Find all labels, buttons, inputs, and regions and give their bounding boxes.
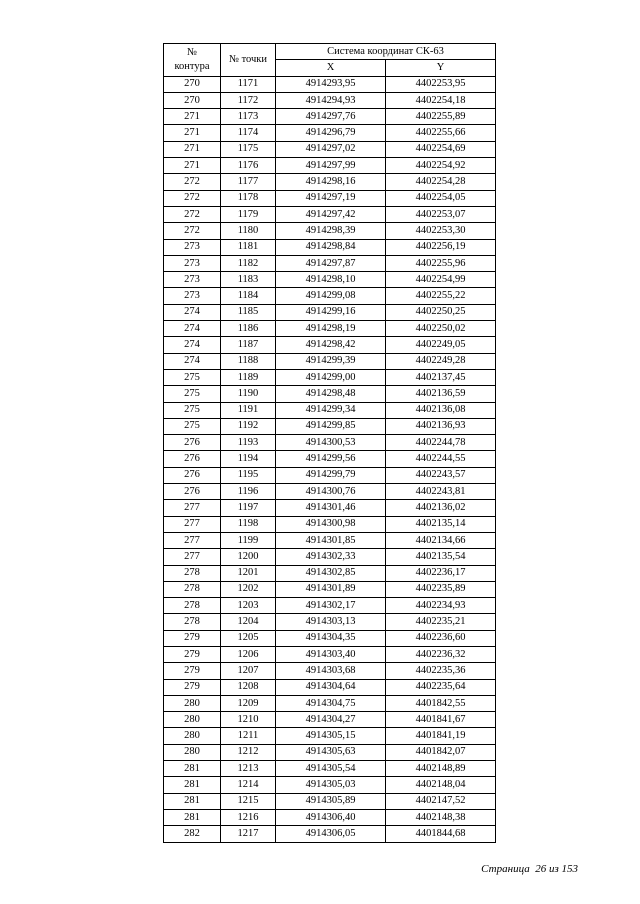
- x-coord-cell: 4914299,79: [276, 467, 386, 483]
- x-coord-cell: 4914298,19: [276, 321, 386, 337]
- contour-cell: 276: [164, 467, 221, 483]
- point-cell: 1200: [221, 549, 276, 565]
- y-coord-cell: 4402255,96: [386, 255, 496, 271]
- x-coord-cell: 4914304,35: [276, 630, 386, 646]
- point-cell: 1214: [221, 777, 276, 793]
- contour-cell: 277: [164, 532, 221, 548]
- y-coord-cell: 4402147,52: [386, 793, 496, 809]
- y-coord-cell: 4402250,02: [386, 321, 496, 337]
- table-row: [164, 369, 496, 385]
- table-row: [164, 728, 496, 744]
- y-coord-cell: 4402236,60: [386, 630, 496, 646]
- table-row: [164, 484, 496, 500]
- table-row: [164, 598, 496, 614]
- table-row: [164, 141, 496, 157]
- contour-cell: 274: [164, 353, 221, 369]
- x-coord-cell: 4914296,79: [276, 125, 386, 141]
- table-row: [164, 418, 496, 434]
- contour-cell: 274: [164, 304, 221, 320]
- x-coord-cell: 4914303,40: [276, 646, 386, 662]
- contour-cell: 273: [164, 239, 221, 255]
- x-coord-cell: 4914299,16: [276, 304, 386, 320]
- x-coord-cell: 4914299,34: [276, 402, 386, 418]
- y-coord-cell: 4402250,25: [386, 304, 496, 320]
- x-coord-cell: 4914305,15: [276, 728, 386, 744]
- x-coord-cell: 4914303,68: [276, 663, 386, 679]
- x-coord-cell: 4914304,75: [276, 695, 386, 711]
- point-cell: 1215: [221, 793, 276, 809]
- point-cell: 1206: [221, 646, 276, 662]
- x-coord-cell: 4914303,13: [276, 614, 386, 630]
- y-coord-cell: 4402256,19: [386, 239, 496, 255]
- y-coord-cell: 4402254,18: [386, 92, 496, 108]
- contour-cell: 273: [164, 288, 221, 304]
- point-cell: 1207: [221, 663, 276, 679]
- y-coord-cell: 4402254,28: [386, 174, 496, 190]
- y-coord-cell: 4402243,81: [386, 484, 496, 500]
- contour-cell: 276: [164, 484, 221, 500]
- point-cell: 1179: [221, 206, 276, 222]
- y-coord-cell: 4402255,66: [386, 125, 496, 141]
- y-coord-cell: 4402135,14: [386, 516, 496, 532]
- table-row: [164, 646, 496, 662]
- point-cell: 1203: [221, 598, 276, 614]
- table-row: [164, 288, 496, 304]
- contour-cell: 278: [164, 614, 221, 630]
- y-coord-cell: 4402249,05: [386, 337, 496, 353]
- y-coord-cell: 4402244,78: [386, 435, 496, 451]
- table-row: [164, 777, 496, 793]
- contour-cell: 279: [164, 679, 221, 695]
- table-row: [164, 826, 496, 842]
- y-coord-cell: 4402234,93: [386, 598, 496, 614]
- y-coord-cell: 4401842,07: [386, 744, 496, 760]
- contour-cell: 273: [164, 272, 221, 288]
- point-cell: 1211: [221, 728, 276, 744]
- x-coord-cell: 4914302,33: [276, 549, 386, 565]
- y-coord-cell: 4402236,32: [386, 646, 496, 662]
- point-cell: 1180: [221, 223, 276, 239]
- y-coord-cell: 4402254,99: [386, 272, 496, 288]
- point-cell: 1189: [221, 369, 276, 385]
- coordinate-system-header: Система координат СК-63: [276, 44, 496, 60]
- point-cell: 1176: [221, 158, 276, 174]
- x-coord-cell: 4914298,39: [276, 223, 386, 239]
- table-row: [164, 206, 496, 222]
- x-coord-cell: 4914305,03: [276, 777, 386, 793]
- point-cell: 1210: [221, 712, 276, 728]
- table-row: [164, 353, 496, 369]
- contour-cell: 281: [164, 777, 221, 793]
- y-coord-cell: 4402134,66: [386, 532, 496, 548]
- point-cell: 1196: [221, 484, 276, 500]
- page-word: Страница: [481, 863, 530, 875]
- y-coord-cell: 4402255,22: [386, 288, 496, 304]
- contour-cell: 271: [164, 158, 221, 174]
- x-coord-cell: 4914304,27: [276, 712, 386, 728]
- table-header: [164, 44, 496, 77]
- contour-cell: 276: [164, 451, 221, 467]
- table-row: [164, 532, 496, 548]
- x-coord-cell: 4914300,53: [276, 435, 386, 451]
- y-coord-cell: 4402254,92: [386, 158, 496, 174]
- point-cell: 1175: [221, 141, 276, 157]
- point-cell: 1190: [221, 386, 276, 402]
- point-cell: 1173: [221, 109, 276, 125]
- x-coord-cell: 4914299,08: [276, 288, 386, 304]
- contour-cell: 275: [164, 386, 221, 402]
- contour-header-line1: №: [186, 46, 198, 58]
- page-footer: [481, 863, 578, 875]
- x-coord-cell: 4914301,89: [276, 581, 386, 597]
- y-coord-cell: 4402255,89: [386, 109, 496, 125]
- point-cell: 1217: [221, 826, 276, 842]
- x-coord-cell: 4914298,84: [276, 239, 386, 255]
- point-cell: 1197: [221, 500, 276, 516]
- x-column-header: X: [276, 60, 386, 76]
- x-coord-cell: 4914297,42: [276, 206, 386, 222]
- contour-cell: 277: [164, 549, 221, 565]
- x-coord-cell: 4914300,98: [276, 516, 386, 532]
- y-coord-cell: 4402148,04: [386, 777, 496, 793]
- table-row: [164, 92, 496, 108]
- point-cell: 1216: [221, 809, 276, 825]
- point-cell: 1198: [221, 516, 276, 532]
- contour-cell: 280: [164, 712, 221, 728]
- contour-cell: 281: [164, 809, 221, 825]
- total-pages: 153: [561, 863, 578, 875]
- contour-cell: 275: [164, 402, 221, 418]
- x-coord-cell: 4914299,39: [276, 353, 386, 369]
- contour-cell: 281: [164, 761, 221, 777]
- table-row: [164, 630, 496, 646]
- contour-cell: 272: [164, 174, 221, 190]
- point-cell: 1201: [221, 565, 276, 581]
- point-cell: 1181: [221, 239, 276, 255]
- table-row: [164, 744, 496, 760]
- table-row: [164, 435, 496, 451]
- x-coord-cell: 4914301,46: [276, 500, 386, 516]
- contour-cell: 281: [164, 793, 221, 809]
- point-cell: 1204: [221, 614, 276, 630]
- table-row: [164, 337, 496, 353]
- x-coord-cell: 4914297,02: [276, 141, 386, 157]
- table-row: [164, 581, 496, 597]
- x-coord-cell: 4914306,05: [276, 826, 386, 842]
- point-cell: 1212: [221, 744, 276, 760]
- contour-cell: 272: [164, 190, 221, 206]
- point-cell: 1188: [221, 353, 276, 369]
- y-coord-cell: 4402253,30: [386, 223, 496, 239]
- x-coord-cell: 4914298,10: [276, 272, 386, 288]
- y-coord-cell: 4402254,05: [386, 190, 496, 206]
- table-row: [164, 500, 496, 516]
- point-cell: 1182: [221, 255, 276, 271]
- point-cell: 1172: [221, 92, 276, 108]
- table-row: [164, 109, 496, 125]
- contour-cell: 277: [164, 516, 221, 532]
- contour-cell: 279: [164, 646, 221, 662]
- table-row: [164, 451, 496, 467]
- contour-number-header: [164, 44, 221, 77]
- point-cell: 1191: [221, 402, 276, 418]
- contour-cell: 277: [164, 500, 221, 516]
- table-row: [164, 614, 496, 630]
- x-coord-cell: 4914302,85: [276, 565, 386, 581]
- y-coord-cell: 4402148,38: [386, 809, 496, 825]
- x-coord-cell: 4914297,99: [276, 158, 386, 174]
- page-number: 26: [535, 863, 547, 875]
- y-coord-cell: 4402136,08: [386, 402, 496, 418]
- table-row: [164, 663, 496, 679]
- x-coord-cell: 4914298,48: [276, 386, 386, 402]
- x-coord-cell: 4914302,17: [276, 598, 386, 614]
- contour-cell: 275: [164, 369, 221, 385]
- table-row: [164, 793, 496, 809]
- y-coord-cell: 4402235,21: [386, 614, 496, 630]
- contour-cell: 270: [164, 76, 221, 92]
- table-row: [164, 304, 496, 320]
- contour-cell: 275: [164, 418, 221, 434]
- table-row: [164, 549, 496, 565]
- table-row: [164, 272, 496, 288]
- contour-cell: 279: [164, 630, 221, 646]
- x-coord-cell: 4914304,64: [276, 679, 386, 695]
- table-row: [164, 255, 496, 271]
- table-body: [164, 76, 496, 842]
- contour-cell: 278: [164, 598, 221, 614]
- x-coord-cell: 4914297,76: [276, 109, 386, 125]
- y-coord-cell: 4402236,17: [386, 565, 496, 581]
- table-row: [164, 174, 496, 190]
- point-cell: 1178: [221, 190, 276, 206]
- contour-cell: 278: [164, 581, 221, 597]
- x-coord-cell: 4914298,16: [276, 174, 386, 190]
- table-row: [164, 679, 496, 695]
- y-coord-cell: 4402235,64: [386, 679, 496, 695]
- contour-cell: 279: [164, 663, 221, 679]
- x-coord-cell: 4914300,76: [276, 484, 386, 500]
- x-coord-cell: 4914305,63: [276, 744, 386, 760]
- y-coord-cell: 4402235,36: [386, 663, 496, 679]
- y-coord-cell: 4401841,67: [386, 712, 496, 728]
- of-word: из: [548, 863, 559, 875]
- table-row: [164, 809, 496, 825]
- y-coord-cell: 4401842,55: [386, 695, 496, 711]
- table-row: [164, 190, 496, 206]
- x-coord-cell: 4914306,40: [276, 809, 386, 825]
- y-coord-cell: 4401841,19: [386, 728, 496, 744]
- point-cell: 1177: [221, 174, 276, 190]
- x-coord-cell: 4914305,89: [276, 793, 386, 809]
- y-column-header: Y: [386, 60, 496, 76]
- table-row: [164, 565, 496, 581]
- x-coord-cell: 4914301,85: [276, 532, 386, 548]
- contour-cell: 276: [164, 435, 221, 451]
- y-coord-cell: 4402243,57: [386, 467, 496, 483]
- x-coord-cell: 4914299,85: [276, 418, 386, 434]
- x-coord-cell: 4914294,93: [276, 92, 386, 108]
- table-row: [164, 158, 496, 174]
- y-coord-cell: 4402136,93: [386, 418, 496, 434]
- y-coord-cell: 4402253,07: [386, 206, 496, 222]
- contour-cell: 270: [164, 92, 221, 108]
- table-row: [164, 321, 496, 337]
- x-coord-cell: 4914297,19: [276, 190, 386, 206]
- contour-cell: 272: [164, 206, 221, 222]
- point-number-header: № точки: [221, 44, 276, 77]
- contour-cell: 274: [164, 321, 221, 337]
- y-coord-cell: 4402244,55: [386, 451, 496, 467]
- point-cell: 1195: [221, 467, 276, 483]
- table-row: [164, 125, 496, 141]
- contour-header-line2: контура: [174, 60, 210, 72]
- table-row: [164, 402, 496, 418]
- x-coord-cell: 4914299,00: [276, 369, 386, 385]
- table-row: [164, 712, 496, 728]
- point-cell: 1193: [221, 435, 276, 451]
- y-coord-cell: 4402135,54: [386, 549, 496, 565]
- contour-cell: 282: [164, 826, 221, 842]
- point-cell: 1186: [221, 321, 276, 337]
- table-row: [164, 239, 496, 255]
- contour-cell: 280: [164, 728, 221, 744]
- coordinates-table: [163, 43, 496, 843]
- point-cell: 1213: [221, 761, 276, 777]
- table-row: [164, 223, 496, 239]
- point-cell: 1205: [221, 630, 276, 646]
- y-coord-cell: 4402253,95: [386, 76, 496, 92]
- y-coord-cell: 4402254,69: [386, 141, 496, 157]
- point-cell: 1185: [221, 304, 276, 320]
- y-coord-cell: 4402136,59: [386, 386, 496, 402]
- point-cell: 1192: [221, 418, 276, 434]
- contour-cell: 272: [164, 223, 221, 239]
- y-coord-cell: 4402137,45: [386, 369, 496, 385]
- point-cell: 1184: [221, 288, 276, 304]
- table-row: [164, 516, 496, 532]
- contour-cell: 278: [164, 565, 221, 581]
- contour-cell: 273: [164, 255, 221, 271]
- point-cell: 1187: [221, 337, 276, 353]
- x-coord-cell: 4914298,42: [276, 337, 386, 353]
- point-cell: 1194: [221, 451, 276, 467]
- y-coord-cell: 4402136,02: [386, 500, 496, 516]
- y-coord-cell: 4402148,89: [386, 761, 496, 777]
- x-coord-cell: 4914305,54: [276, 761, 386, 777]
- point-cell: 1209: [221, 695, 276, 711]
- table-row: [164, 467, 496, 483]
- point-cell: 1174: [221, 125, 276, 141]
- x-coord-cell: 4914293,95: [276, 76, 386, 92]
- contour-cell: 280: [164, 744, 221, 760]
- table-row: [164, 761, 496, 777]
- table-row: [164, 695, 496, 711]
- y-coord-cell: 4402249,28: [386, 353, 496, 369]
- contour-cell: 271: [164, 125, 221, 141]
- point-cell: 1183: [221, 272, 276, 288]
- table-row: [164, 386, 496, 402]
- x-coord-cell: 4914297,87: [276, 255, 386, 271]
- point-cell: 1208: [221, 679, 276, 695]
- point-cell: 1171: [221, 76, 276, 92]
- y-coord-cell: 4401844,68: [386, 826, 496, 842]
- contour-cell: 271: [164, 141, 221, 157]
- contour-cell: 274: [164, 337, 221, 353]
- x-coord-cell: 4914299,56: [276, 451, 386, 467]
- contour-cell: 280: [164, 695, 221, 711]
- table-row: [164, 76, 496, 92]
- y-coord-cell: 4402235,89: [386, 581, 496, 597]
- contour-cell: 271: [164, 109, 221, 125]
- point-cell: 1202: [221, 581, 276, 597]
- point-cell: 1199: [221, 532, 276, 548]
